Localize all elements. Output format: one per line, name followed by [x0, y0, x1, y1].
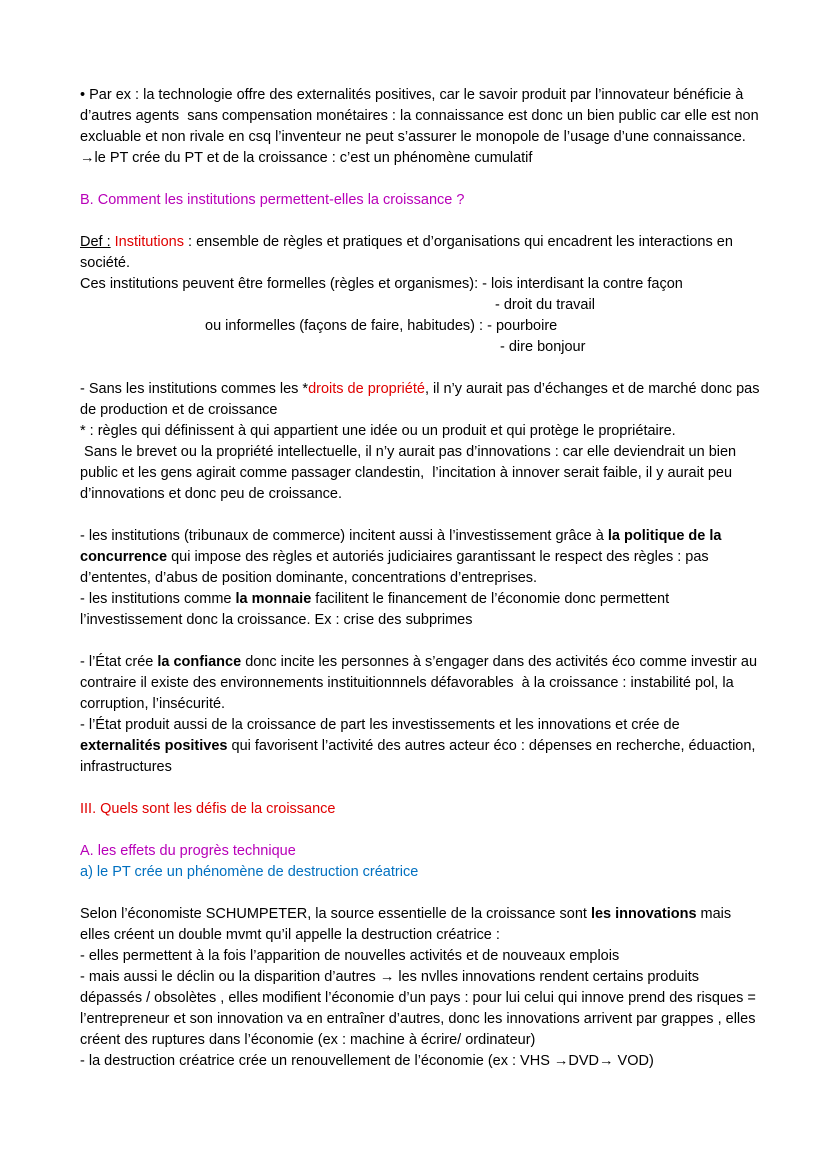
line-renouvellement [80, 1051, 760, 1072]
text-run: a) le PT crée un phénomène de destruction créatrice [80, 864, 419, 880]
text-run: donc incite les personnes à s’engager dans des activités éco comme investir au contraire il existe des environnements instituitionnnels défavorables à la croissance : instabilité pol, la corruption, l’insécurité. [80, 654, 762, 712]
blank-line [80, 778, 760, 799]
text-run: droits de propriété [308, 381, 425, 397]
heading-a-effets-pt [80, 841, 760, 862]
text-run: B. Comment les institutions permettent-elles la croissance ? [80, 192, 465, 208]
blank-line [80, 631, 760, 652]
paragraph-brevet [80, 442, 760, 505]
paragraph-declin-obsolescence [80, 967, 760, 1051]
paragraph-politique-concurrence [80, 526, 760, 589]
text-run: externalités positives [80, 738, 228, 754]
text-run: la monnaie [235, 591, 312, 607]
text-run: - droit du travail [495, 297, 595, 313]
text-run: ou informelles (façons de faire, habitudes) : - pourboire [205, 318, 558, 334]
paragraph-monnaie [80, 589, 760, 631]
document-body [80, 85, 764, 1072]
text-run: Institutions [114, 234, 184, 250]
text-run: • Par ex : la technologie offre des externalités positives, car le savoir produit par l’innovateur bénéficie à d’autres agents sans compensation monétaires : la connaissance est donc un bien public car elle est non excluable et non rivale en csq l’inventeur ne peut s’assurer le monopole de l’usage d’une connaissance. [80, 87, 763, 145]
text-run: Ces institutions peuvent être formelles (règles et organismes): - lois interdisant la contre façon [80, 276, 683, 292]
arrow-line-pt-cumulatif [80, 148, 760, 169]
text-run: III. Quels sont les défis de la croissance [80, 801, 336, 817]
text-run: - mais aussi le déclin ou la disparition d’autres → les nvlles innovations rendent certains produits dépassés / obsolètes , elles modifient l’économie d’un pays : pour lui celui qui innove prend des risques = l’entrepreneur et son innovation va en entraîner d’autres, donc les innovations arrivent par grappes , elles créent des ruptures dans l’économie (ex : machine à écrire/ ordinateur) [80, 969, 760, 1048]
text-run: A. les effets du progrès technique [80, 843, 296, 859]
text-run: - l’État crée [80, 654, 158, 670]
blank-line [80, 820, 760, 841]
line-dire-bonjour [80, 337, 760, 358]
heading-a-destruction-creatrice [80, 862, 760, 883]
blank-line [80, 169, 760, 190]
text-run: - elles permettent à la fois l’apparition de nouvelles activités et de nouveaux emplois [80, 948, 620, 964]
paragraph-etat-externalites [80, 715, 760, 778]
text-run: Sans le brevet ou la propriété intellectuelle, il n’y aurait pas d’innovations : car elle deviendrait un bien public et les gens agirait comme passager clandestin, l’incitation à innover serait faible, il y aurait peu d’innovations et donc peu de croissance. [80, 444, 741, 502]
blank-line [80, 505, 760, 526]
text-run: - dire bonjour [500, 339, 586, 355]
text-run: - Sans les institutions commes les * [80, 381, 309, 397]
definition-institutions [80, 232, 760, 274]
text-run: la politique de la concurrence [80, 528, 726, 565]
text-run: →le PT crée du PT et de la croissance : c’est un phénomène cumulatif [80, 150, 533, 166]
bullet-paragraph-externalites [80, 85, 763, 148]
text-run: mais elles créent un double mvmt qu’il appelle la destruction créatrice : [80, 906, 736, 943]
blank-line [80, 883, 760, 904]
text-run: , il n’y aurait pas d’échanges et de marché donc pas de production et de croissance [80, 381, 764, 418]
text-run: - la destruction créatrice crée un renouvellement de l’économie (ex : VHS →DVD→ VOD) [80, 1053, 654, 1069]
paragraph-etat-confiance [80, 652, 760, 715]
text-run: qui impose des règles et autoriés judiciaires garantissant le respect des règles : pas d’ententes, d’abus de position dominante, concentrations d’entreprises. [80, 549, 713, 586]
text-run: la confiance [157, 654, 242, 670]
line-informelles [80, 316, 760, 337]
text-run: les innovations [590, 906, 697, 922]
footnote-regles [80, 421, 760, 442]
text-run: * : règles qui définissent à qui appartient une idée ou un produit et qui protège le propriétaire. [80, 423, 676, 439]
line-institutions-formelles [80, 274, 760, 295]
text-run: Selon l’économiste SCHUMPETER, la source essentielle de la croissance sont [80, 906, 591, 922]
heading-b-institutions [80, 190, 760, 211]
blank-line [80, 358, 760, 379]
text-run: - les institutions comme [80, 591, 236, 607]
line-apparition-emplois [80, 946, 760, 967]
paragraph-droits-propriete [80, 379, 764, 421]
blank-line [80, 211, 760, 232]
text-run: qui favorisent l’activité des autres acteur éco : dépenses en recherche, éduaction, infrastructures [80, 738, 760, 775]
paragraph-schumpeter [80, 904, 760, 946]
text-run: - l’État produit aussi de la croissance de part les investissements et les innovations et crée de [80, 717, 684, 733]
text-run: Def : [80, 234, 111, 250]
heading-iii-defis [80, 799, 760, 820]
text-run: - les institutions (tribunaux de commerce) incitent aussi à l’investissement grâce à [80, 528, 608, 544]
text-run: facilitent le financement de l’économie donc permettent l’investissement donc la croissance. Ex : crise des subprimes [80, 591, 674, 628]
line-droit-du-travail [80, 295, 760, 316]
text-run: : ensemble de règles et pratiques et d’organisations qui encadrent les interactions en société. [80, 234, 737, 271]
